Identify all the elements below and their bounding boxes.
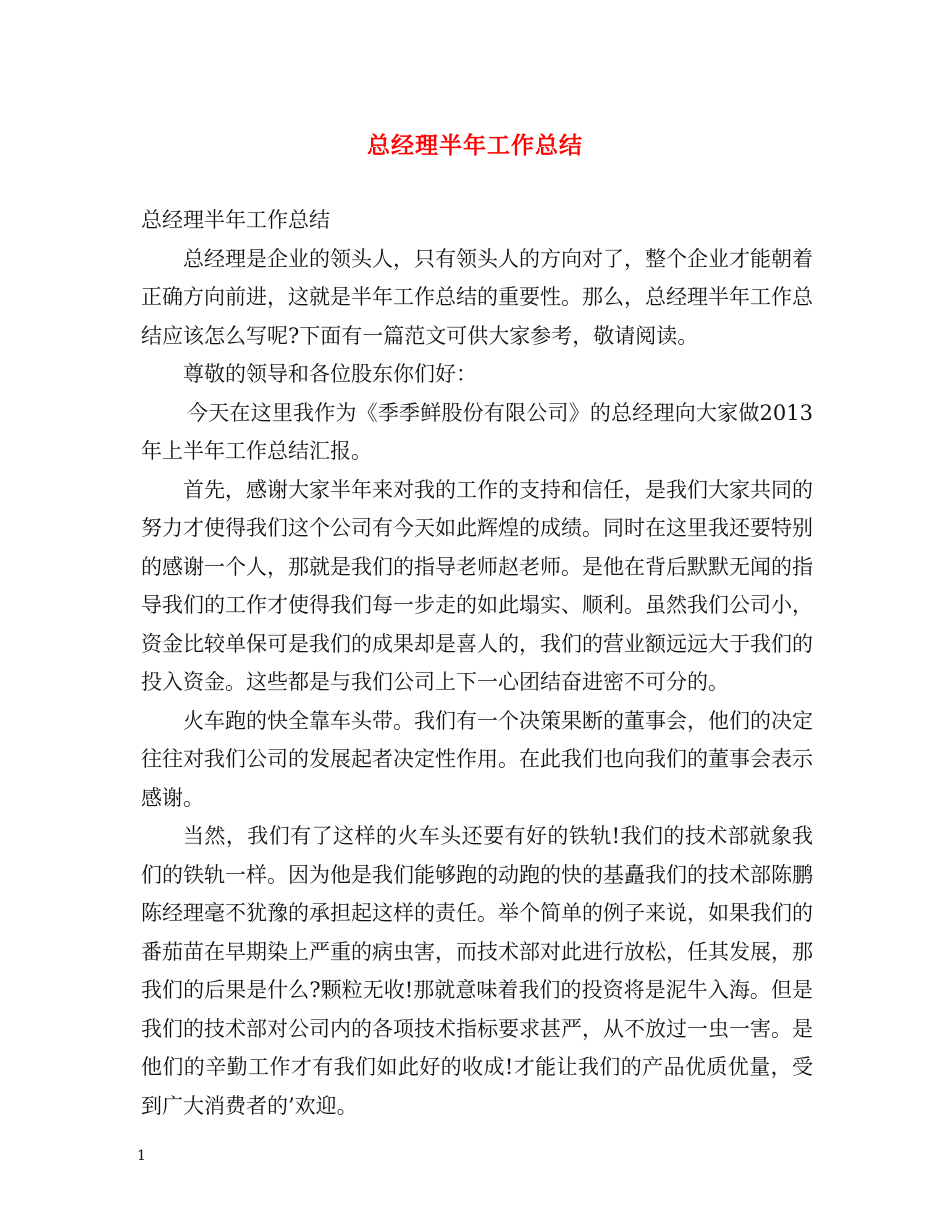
document-title: 总经理半年工作总结 (367, 133, 583, 159)
paragraph-tech-dept: 当然，我们有了这样的火车头还要有好的铁轨!我们的技术部就象我们的铁轨一样。因为他是我们能够跑的动跑的快的基矗我们的技术部陈鹏陈经理毫不犹豫的承担起这样的责任。举个简单的例子来说，如果我们的番茄苗在早期染上严重的病虫害，而技术部对此进行放松，任其发展，那我们的后果是什么?颗粒无收!那就意味着我们的投资将是泥牛入海。但是我们的技术部对公司内的各项技术指标要求甚严，从不放过一虫一害。是他们的辛勤工作才有我们如此好的收成!才能让我们的产品优质优量，受到广大消费者的’欢迎。 (141, 824, 813, 1118)
page-number: 1 (137, 1148, 146, 1164)
document-body (141, 201, 813, 1125)
paragraph-thanks: 首先，感谢大家半年来对我的工作的支持和信任，是我们大家共同的努力才使得我们这个公司有今天如此辉煌的成绩。同时在这里我还要特别的感谢一个人，那就是我们的指导老师赵老师。是他在背后默默无闻的指导我们的工作才使得我们每一步走的如此塌实、顺利。虽然我们公司小，资金比较单保可是我们的成果却是喜人的，我们的营业额远远大于我们的投入资金。这些都是与我们公司上下一心团结奋进密不可分的。 (141, 477, 813, 694)
paragraph-board: 火车跑的快全靠车头带。我们有一个决策果断的董事会，他们的决定往往对我们公司的发展起者决定性作用。在此我们也向我们的董事会表示感谢。 (141, 708, 813, 810)
paragraph-subtitle: 总经理半年工作总结 (141, 208, 330, 232)
paragraph-intro: 总经理是企业的领头人，只有领头人的方向对了，整个企业才能朝着正确方向前进，这就是半年工作总结的重要性。那么，总经理半年工作总结应该怎么写呢?下面有一篇范文可供大家参考，敬请阅读。 (141, 246, 813, 348)
paragraph-report-intro: 今天在这里我作为《季季鲜股份有限公司》的总经理向大家做2013年上半年工作总结汇报。 (141, 400, 813, 463)
paragraph-greeting: 尊敬的领导和各位股东你们好： (183, 362, 477, 386)
